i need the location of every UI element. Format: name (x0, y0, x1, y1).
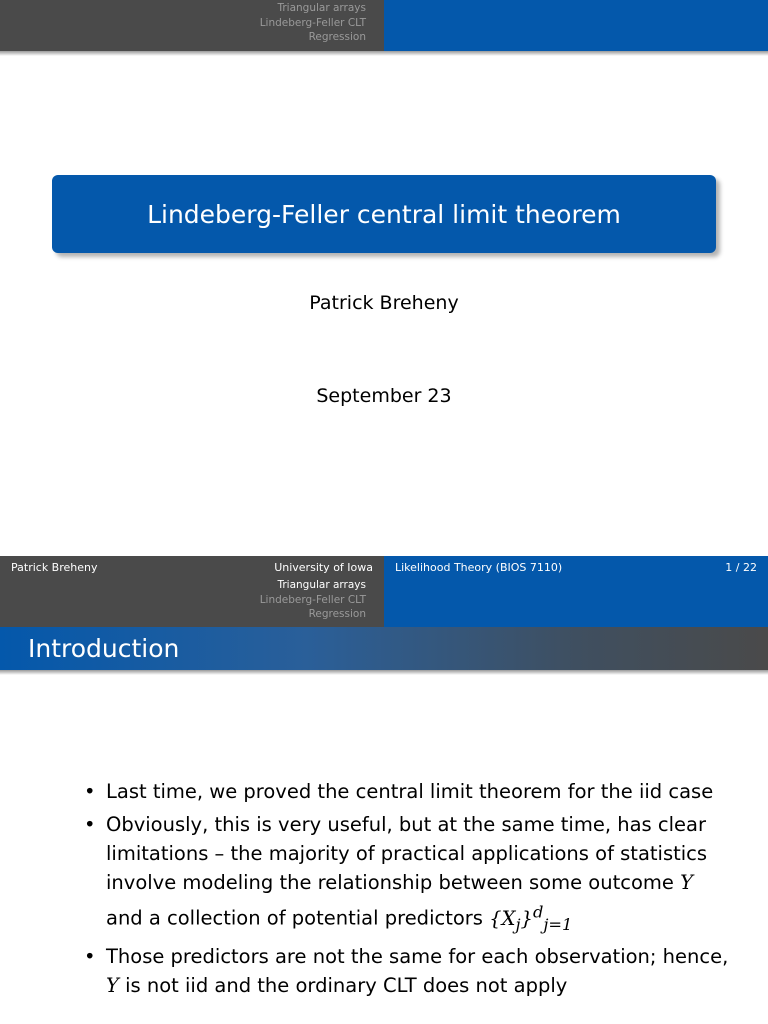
nav-lindeberg-feller-clt[interactable]: Lindeberg-Feller CLT (259, 593, 366, 606)
bullet-text: Those predictors are not the same for each observation; hence, (106, 945, 729, 969)
section-navigation (0, 578, 768, 627)
footer-left (0, 556, 384, 578)
bullet-text: Last time, we proved the central limit theorem for the iid case (106, 780, 714, 803)
footer-bar (0, 556, 768, 578)
nav-triangular-arrays[interactable]: Triangular arrays (277, 2, 366, 14)
math-x: {X (489, 906, 516, 930)
presentation-date: September 23 (316, 385, 452, 407)
nav-blue-panel (384, 578, 768, 627)
bullet-list (84, 777, 734, 1004)
nav-lindeberg-feller-clt[interactable]: Lindeberg-Feller CLT (259, 16, 366, 29)
section-navigation (0, 0, 768, 51)
bullet-text-cont: and a collection of potential predictors (106, 906, 483, 930)
math-y: Y (680, 871, 693, 894)
nav-regression[interactable]: Regression (308, 608, 366, 620)
frame-title-bar (0, 627, 768, 670)
nav-triangular-arrays[interactable]: Triangular arrays (277, 579, 366, 591)
math-superscript-d: d (532, 902, 544, 921)
bullet-item (84, 777, 734, 806)
nav-blue-panel (384, 0, 768, 51)
presentation-title: Lindeberg-Feller central limit theorem (147, 199, 621, 229)
bullet-icon: • (84, 780, 96, 803)
bullet-icon: • (84, 945, 96, 969)
math-brace: } (520, 906, 533, 930)
section-list (0, 578, 384, 627)
nav-shadow (0, 51, 768, 56)
footer-page-number: 1 / 22 (725, 560, 757, 574)
bullet-item (84, 810, 734, 938)
math-predictor-set (489, 902, 573, 934)
section-list (0, 0, 384, 51)
frame-title: Introduction (28, 634, 180, 663)
math-subscript-j: j (515, 914, 521, 934)
presentation-title-box (52, 175, 716, 253)
footer-institution: University of Iowa (274, 560, 373, 574)
math-y: Y (106, 974, 119, 998)
footer-author: Patrick Breheny (11, 560, 98, 574)
bullet-text: Obviously, this is very useful, but at the same time, has clear limitations – the majority of practical applications of statistics involve modeling the relationship between some outcome (106, 813, 708, 894)
math-range: j=1 (543, 914, 573, 934)
bullet-item (84, 942, 734, 1000)
frame-title-shadow (0, 670, 768, 675)
nav-regression[interactable]: Regression (308, 31, 366, 43)
footer-course: Likelihood Theory (BIOS 7110) (395, 560, 563, 574)
bullet-icon: • (84, 813, 96, 836)
presentation-author: Patrick Breheny (309, 292, 459, 314)
introduction-slide (0, 556, 768, 1024)
footer-right (384, 556, 768, 578)
bullet-text-cont: is not iid and the ordinary CLT does not apply (125, 974, 568, 998)
